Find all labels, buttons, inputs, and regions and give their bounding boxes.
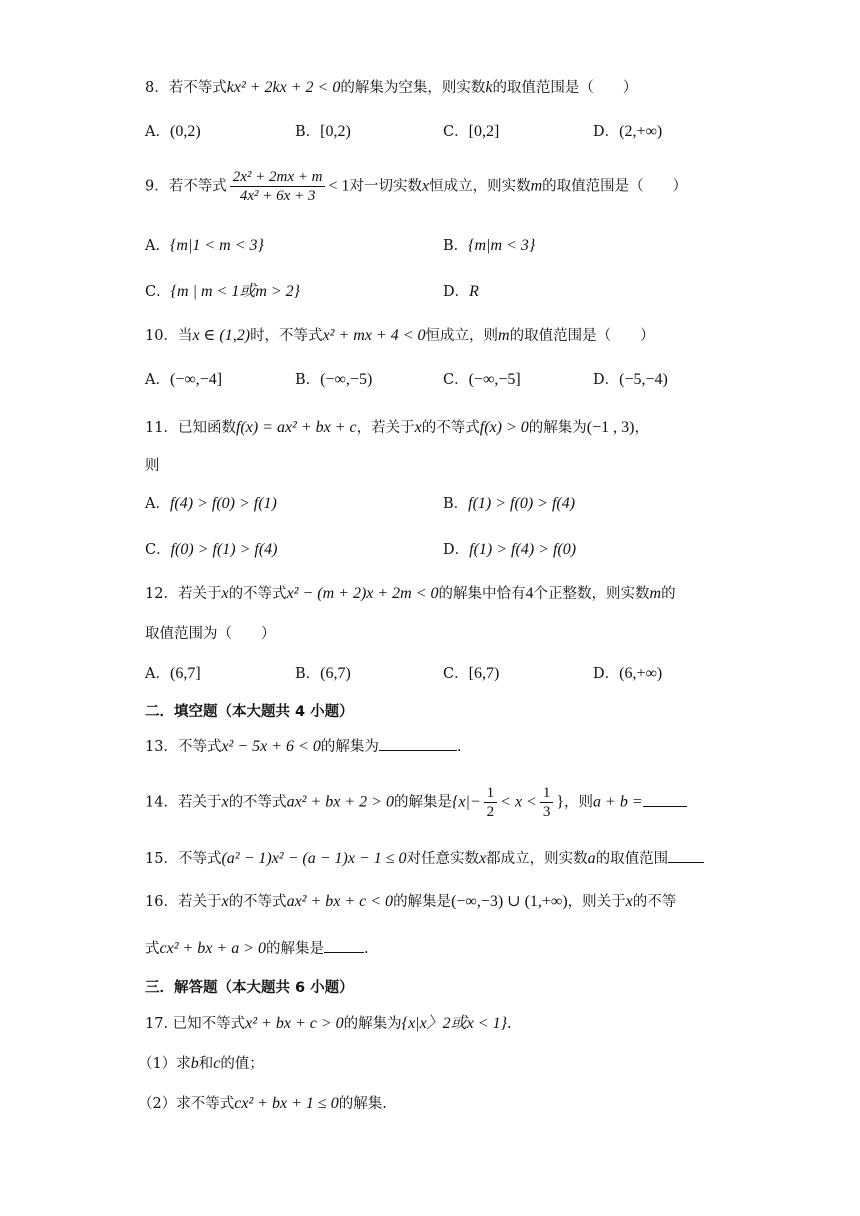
answer-blank[interactable] xyxy=(324,938,364,953)
q10-option-c[interactable]: C．(−∞,−5] xyxy=(443,371,521,388)
answer-blank[interactable] xyxy=(379,736,457,751)
question-17-part-2: （2）求不等式cx² + bx + 1 ≤ 0的解集. xyxy=(138,1095,387,1112)
section-heading-solutions: 三．解答题（本大题共 6 小题） xyxy=(145,980,354,996)
question-11-cont: 则 xyxy=(145,458,160,474)
answer-blank[interactable] xyxy=(668,848,704,863)
q14-fraction-1: $\frac{1}{2}$ xyxy=(484,784,498,821)
question-12-cont: 取值范围为（ ） xyxy=(145,626,276,642)
q9-option-d[interactable]: D．R xyxy=(443,283,479,300)
question-14: 14．若关于x的不等式ax² + bx + 2 > 0的解集是{x|− $\frac{1}{2}$ < x < $\frac{1}{3}$ }，则a + b = xyxy=(145,784,687,821)
section-heading-fill-in: 二．填空题（本大题共 4 小题） xyxy=(145,704,354,720)
question-10: 10．当x ∈ (1,2)时，不等式x² + mx + 4 < 0恒成立，则m的取值范围是（ ） xyxy=(145,327,655,344)
question-8: 8．若不等式kx² + 2kx + 2 < 0的解集为空集，则实数k的取值范围是（ ） xyxy=(145,79,638,96)
q9-option-c[interactable]: C．{m | m < 1或m > 2} xyxy=(145,283,301,300)
q12-option-c[interactable]: C．[6,7) xyxy=(443,665,500,682)
question-16: 16．若关于x的不等式ax² + bx + c < 0的解集是(−∞,−3) ∪ (1,+∞)，则关于x的不等 xyxy=(145,893,677,910)
question-17-part-1: （1）求b和c的值； xyxy=(138,1055,264,1072)
q8-option-b[interactable]: B．[0,2) xyxy=(295,123,351,140)
q9-fraction: $\frac{\text{2x² + 2mx + m}}{\text{4x² + 6x + 3}}$ xyxy=(230,168,326,205)
question-13: 13．不等式x² − 5x + 6 < 0的解集为 . xyxy=(145,738,462,755)
question-16-cont: 式cx² + bx + a > 0的解集是 . xyxy=(145,940,369,957)
q11-option-d[interactable]: D．f(1) > f(4) > f(0) xyxy=(443,541,577,558)
question-15: 15．不等式(a² − 1)x² − (a − 1)x − 1 ≤ 0对任意实数x都成立，则实数a的取值范围 xyxy=(145,848,704,869)
q12-option-a[interactable]: A．(6,7] xyxy=(145,665,201,682)
q11-option-b[interactable]: B．f(1) > f(0) > f(4) xyxy=(443,495,576,512)
q10-option-b[interactable]: B．(−∞,−5) xyxy=(295,371,373,388)
q12-option-b[interactable]: B．(6,7) xyxy=(295,665,351,682)
q9-option-a[interactable]: A．{m|1 < m < 3} xyxy=(145,237,264,254)
q11-option-c[interactable]: C．f(0) > f(1) > f(4) xyxy=(145,541,278,558)
question-12: 12．若关于x的不等式x² − (m + 2)x + 2m < 0的解集中恰有4个正整数，则实数m的 xyxy=(145,585,676,602)
q10-option-d[interactable]: D．(−5,−4) xyxy=(593,371,668,388)
question-17: 17. 已知不等式x² + bx + c > 0的解集为{x|x〉2或x < 1}. xyxy=(145,1015,512,1032)
question-9: 9．若不等式 $\frac{\text{2x² + 2mx + m}}{\text{4x² + 6x + 3}}$ < 1对一切实数x恒成立，则实数m的取值范围是（ ） xyxy=(145,169,688,204)
q9-option-b[interactable]: B．{m|m < 3} xyxy=(443,237,536,254)
answer-blank[interactable] xyxy=(643,792,687,807)
q11-option-a[interactable]: A．f(4) > f(0) > f(1) xyxy=(145,495,277,512)
q10-option-a[interactable]: A．(−∞,−4] xyxy=(145,371,223,388)
q8-option-a[interactable]: A．(0,2) xyxy=(145,123,201,140)
q8-expression: kx² + 2kx + 2 < 0 xyxy=(226,79,341,96)
q12-option-d[interactable]: D．(6,+∞) xyxy=(593,665,663,682)
q8-option-c[interactable]: C．[0,2] xyxy=(443,123,500,140)
q8-option-d[interactable]: D．(2,+∞) xyxy=(593,123,663,140)
q14-fraction-2: $\frac{1}{3}$ xyxy=(540,784,554,821)
question-11: 11．已知函数f(x) = ax² + bx + c，若关于x的不等式f(x) > 0的解集为(−1 , 3)， xyxy=(145,419,649,436)
